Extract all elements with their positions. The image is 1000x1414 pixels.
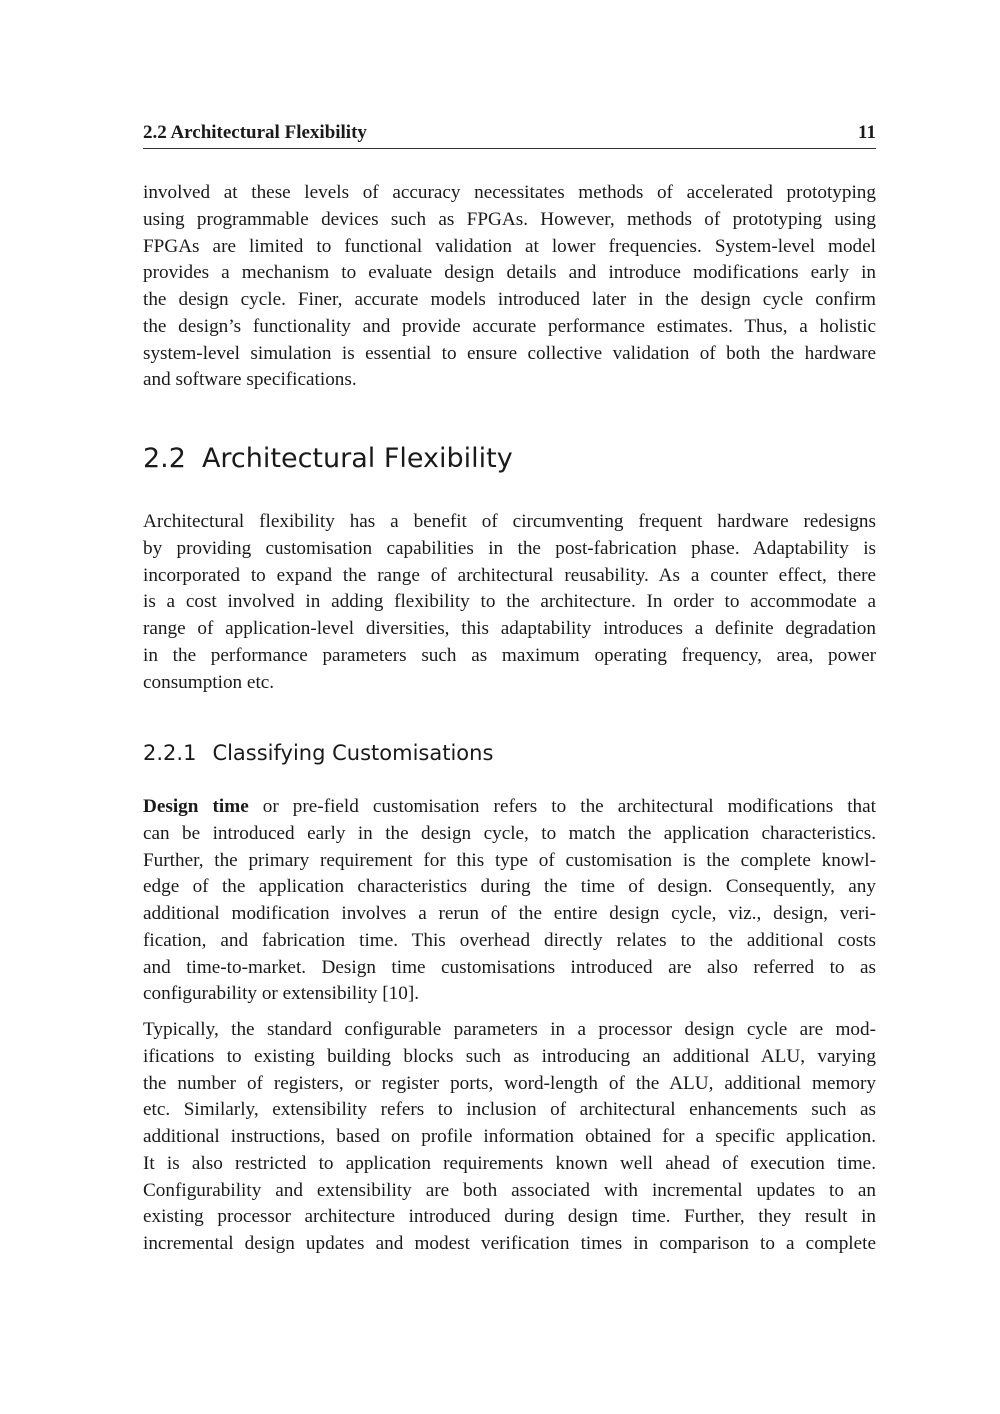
text-line: additional modification involves a rerun of the entire design cycle, viz., design, veri-	[143, 903, 876, 924]
text-line	[143, 794, 876, 821]
text-line: consumption etc.	[143, 671, 275, 693]
text-line: is a cost involved in adding flexibility to the architecture. In order to accommodate a	[143, 591, 876, 613]
page-number: 11	[858, 122, 876, 143]
text-line: edge of the application characteristics during the time of design. Consequently, any	[143, 876, 876, 898]
subsection-title: Classifying Customisations	[212, 741, 494, 765]
text-span: or pre-field customisation refers to the architectural modifications that	[248, 796, 876, 817]
text-line: additional instructions, based on profile information obtained for a specific application.	[143, 1126, 876, 1147]
text-line: configurability or extensibility [10].	[143, 983, 420, 1005]
text-line: in the performance parameters such as maximum operating frequency, area, power	[143, 644, 876, 666]
running-header-title: 2.2 Architectural Flexibility	[143, 122, 367, 143]
text-line: the number of registers, or register ports, word-length of the ALU, additional memory	[143, 1072, 876, 1094]
paragraph-flexibility	[143, 509, 876, 696]
text-line: Configurability and extensibility are both associated with incremental updates to an	[143, 1179, 876, 1201]
text-line: Further, the primary requirement for this type of customisation is the complete knowl-	[143, 849, 876, 871]
text-line: incremental design updates and modest verification times in comparison to a complete	[143, 1233, 876, 1254]
text-line: by providing customisation capabilities in the post-fabrication phase. Adaptability is	[143, 537, 876, 559]
text-line: Architectural flexibility has a benefit of circumventing frequent hardware redesigns	[143, 511, 876, 532]
text-line: incorporated to expand the range of architectural reusability. As a counter effect, there	[143, 564, 876, 586]
text-line: the design cycle. Finer, accurate models introduced later in the design cycle confirm	[143, 289, 876, 310]
text-line: and time-to-market. Design time customisations introduced are also referred to as	[143, 956, 876, 978]
section-title: Architectural Flexibility	[201, 443, 513, 474]
text-line: etc. Similarly, extensibility refers to inclusion of architectural enhancements such as	[143, 1099, 876, 1121]
text-line: It is also restricted to application requirements known well ahead of execution time.	[143, 1152, 876, 1174]
paragraph-configurable	[143, 1017, 876, 1258]
text-line: range of application-level diversities, this adaptability introduces a definite degradation	[143, 618, 876, 639]
paragraph-intro	[143, 180, 876, 394]
text-line: ifications to existing building blocks such as introducing an additional ALU, varying	[143, 1045, 876, 1067]
subsection-number: 2.2.1	[143, 741, 197, 765]
text-line: FPGAs are limited to functional validation at lower frequencies. System-level model	[143, 235, 876, 257]
term-design-time: Design time	[143, 796, 249, 817]
text-line: provides a mechanism to evaluate design details and introduce modifications early in	[143, 262, 876, 284]
subsection-heading	[143, 741, 493, 765]
text-line: and software specifications.	[143, 369, 357, 391]
text-line: system-level simulation is essential to ensure collective validation of both the hardware	[143, 342, 876, 364]
section-number: 2.2	[143, 443, 186, 474]
text-line: existing processor architecture introduced during design time. Further, they result in	[143, 1206, 876, 1228]
text-line: involved at these levels of accuracy necessitates methods of accelerated prototyping	[143, 182, 876, 203]
paragraph-design-time	[143, 794, 876, 1008]
running-header	[143, 121, 876, 149]
text-line: can be introduced early in the design cycle, to match the application characteristics.	[143, 822, 876, 844]
text-line: fication, and fabrication time. This overhead directly relates to the additional costs	[143, 929, 876, 951]
section-heading	[143, 443, 513, 474]
text-line: the design’s functionality and provide accurate performance estimates. Thus, a holistic	[143, 315, 876, 337]
text-line: using programmable devices such as FPGAs. However, methods of prototyping using	[143, 208, 876, 230]
text-line: Typically, the standard configurable parameters in a processor design cycle are mod-	[143, 1019, 876, 1040]
